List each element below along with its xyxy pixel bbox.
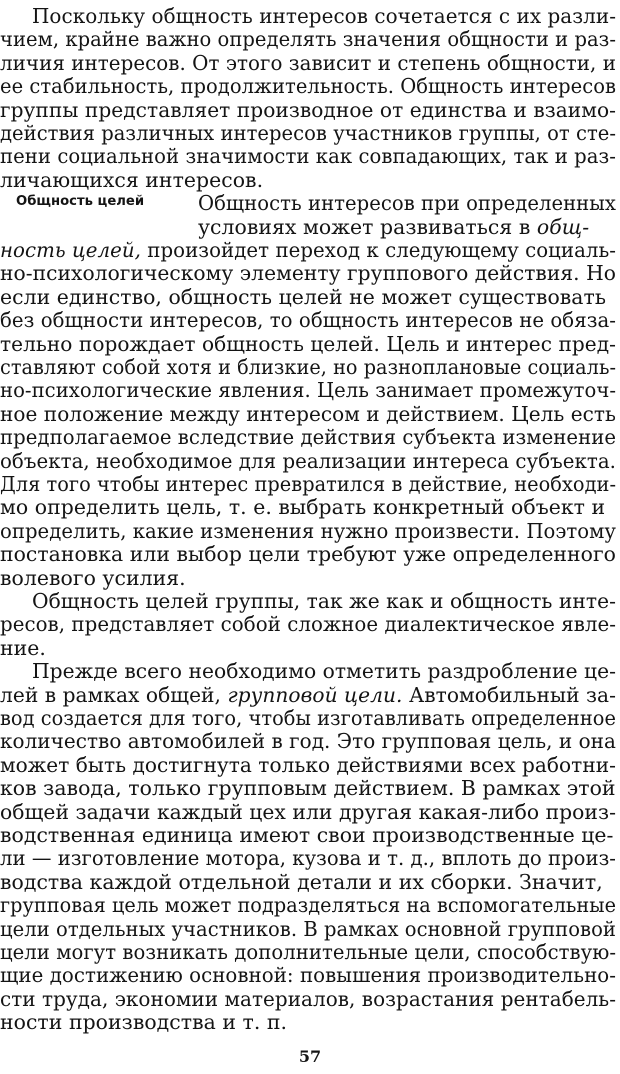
- text-line: [0, 285, 620, 309]
- line-text: если единство, общность целей не может существовать: [0, 284, 606, 309]
- text-line: [0, 121, 617, 145]
- line-text-tail: Автомобильный за-: [402, 682, 616, 707]
- text-line: [0, 752, 616, 777]
- line-text: личающихся интересов.: [0, 167, 264, 192]
- line-text: ресов, представляет собой сложное диалектическое явле-: [0, 612, 617, 637]
- text-line: [0, 144, 616, 169]
- text-line: [0, 27, 617, 52]
- line-text: волевого усилия.: [0, 565, 186, 590]
- text-line: [0, 168, 620, 192]
- text-line: [0, 542, 619, 566]
- text-line: [0, 893, 617, 918]
- line-text: ности производства и т. п.: [0, 1010, 288, 1035]
- text-line: [198, 215, 620, 239]
- line-text: водства каждой отдельной детали и их сборки. Значит,: [0, 869, 603, 894]
- text-line: [0, 566, 620, 590]
- line-text: ставляют собой хотя и близкие, но разноплановые социаль-: [0, 355, 617, 379]
- italic-text: ность целей,: [0, 238, 141, 262]
- line-text: объекта, необходимое для реализации интереса субъекта.: [0, 448, 616, 473]
- text-line: [0, 776, 620, 800]
- text-line: [0, 518, 616, 543]
- text-line: [0, 495, 620, 519]
- text-line: [0, 331, 616, 356]
- line-text: группы представляет производное от единства и взаимо-: [0, 97, 617, 122]
- line-text: действия различных интересов участников группы, от сте-: [0, 121, 617, 145]
- line-text: предполагаемое вследствие действия субъекта изменение: [0, 425, 617, 450]
- line-text: Общность интересов при определенных: [198, 191, 617, 216]
- text-line: [0, 986, 617, 1011]
- text-line: [0, 401, 616, 426]
- text-line: [0, 1010, 620, 1034]
- line-text: ее стабильность, продолжительность. Общность интересов: [0, 74, 616, 99]
- line-text: пени социальной значимости как совпадающих, так и раз-: [0, 144, 616, 169]
- text-line: [0, 448, 616, 473]
- italic-text: общ-: [536, 214, 590, 239]
- line-text: Общность целей группы, так же как и общность инте-: [32, 589, 616, 613]
- text-line: [198, 191, 617, 216]
- line-text: условиях может развиваться в: [198, 214, 531, 239]
- text-line: [0, 682, 616, 707]
- text-line: [0, 612, 617, 637]
- line-text: щие достижению основной: повышения производительно-: [0, 963, 616, 988]
- line-text: общей задачи каждый цех или другая какая-либо произ-: [0, 799, 616, 824]
- line-text: определить, какие изменения нужно произвести. Поэтому: [0, 518, 616, 543]
- page-number: 57: [298, 1047, 322, 1066]
- line-text: чием, крайне важно определять значения общности и раз-: [0, 27, 617, 52]
- italic-text: групповой цели.: [227, 682, 403, 707]
- text-line: [0, 355, 617, 379]
- text-line: [0, 916, 616, 941]
- text-line: [0, 706, 617, 730]
- line-text: количество автомобилей в год. Это групповая цель, и она: [0, 729, 616, 754]
- line-text: цели могут возникать дополнительные цели, способствую-: [0, 940, 617, 964]
- line-text: групповая цель может подразделяться на вспомогательные: [0, 893, 617, 918]
- text-line: [0, 97, 617, 122]
- line-text: но-психологическому элементу группового действия. Но: [0, 261, 617, 286]
- line-text: ков завода, только групповым действием. В рамках этой: [0, 776, 616, 801]
- text-line: [32, 659, 615, 683]
- text-line: [0, 425, 617, 450]
- line-text: но-психологические явления. Цель занимает промежуточ-: [0, 378, 617, 403]
- line-text: мо определить цель, т. е. выбрать конкретный объект и: [0, 495, 606, 520]
- line-text: может быть достигнута только действиями всех работни-: [0, 752, 616, 777]
- line-text: водственная единица имеют свои производственные це-: [0, 823, 614, 847]
- line-text: постановка или выбор цели требуют уже определенного: [0, 542, 616, 567]
- text-line: [0, 472, 617, 496]
- text-line: [0, 378, 617, 403]
- line-text: ние.: [0, 635, 46, 660]
- line-text: тельно порождает общность целей. Цель и интерес пред-: [0, 331, 616, 356]
- text-line: [0, 870, 620, 894]
- line-text: Для того чтобы интерес превратился в действие, необходи-: [0, 472, 617, 496]
- line-text: личия интересов. От этого зависит и степень общности, и: [0, 50, 616, 75]
- line-text: произойдет переход к следующему социаль-: [140, 238, 617, 262]
- text-line: [0, 636, 620, 660]
- text-line: [32, 4, 617, 28]
- line-text: Поскольку общность интересов сочетается с их разли-: [32, 4, 617, 28]
- text-line: [0, 261, 617, 286]
- text-line: [0, 729, 616, 754]
- text-line: [32, 589, 614, 613]
- text-line: [0, 846, 616, 871]
- line-text: ное положение между интересом и действием. Цель есть: [0, 401, 616, 426]
- text-line: [0, 74, 616, 99]
- side-heading: Общность целей: [16, 194, 145, 210]
- text-line: [0, 940, 617, 964]
- line-text: лей в рамках общей,: [0, 682, 228, 707]
- text-line: [0, 823, 620, 847]
- text-line: [0, 963, 616, 988]
- line-text: вод создается для того, чтобы изготавливать определенное: [0, 706, 617, 730]
- text-line: [0, 308, 617, 333]
- text-line: [0, 50, 616, 75]
- text-line: [0, 800, 616, 824]
- line-text: без общности интересов, то общность интересов не обяза-: [0, 308, 617, 333]
- text-line: [0, 238, 617, 262]
- line-text: цели отдельных участников. В рамках основной групповой: [0, 916, 616, 941]
- line-text: ли — изготовление мотора, кузова и т. д., вплоть до произ-: [0, 846, 616, 871]
- line-text: Прежде всего необходимо отметить раздробление це-: [32, 659, 617, 684]
- line-text: сти труда, экономии материалов, возрастания рентабель-: [0, 986, 617, 1011]
